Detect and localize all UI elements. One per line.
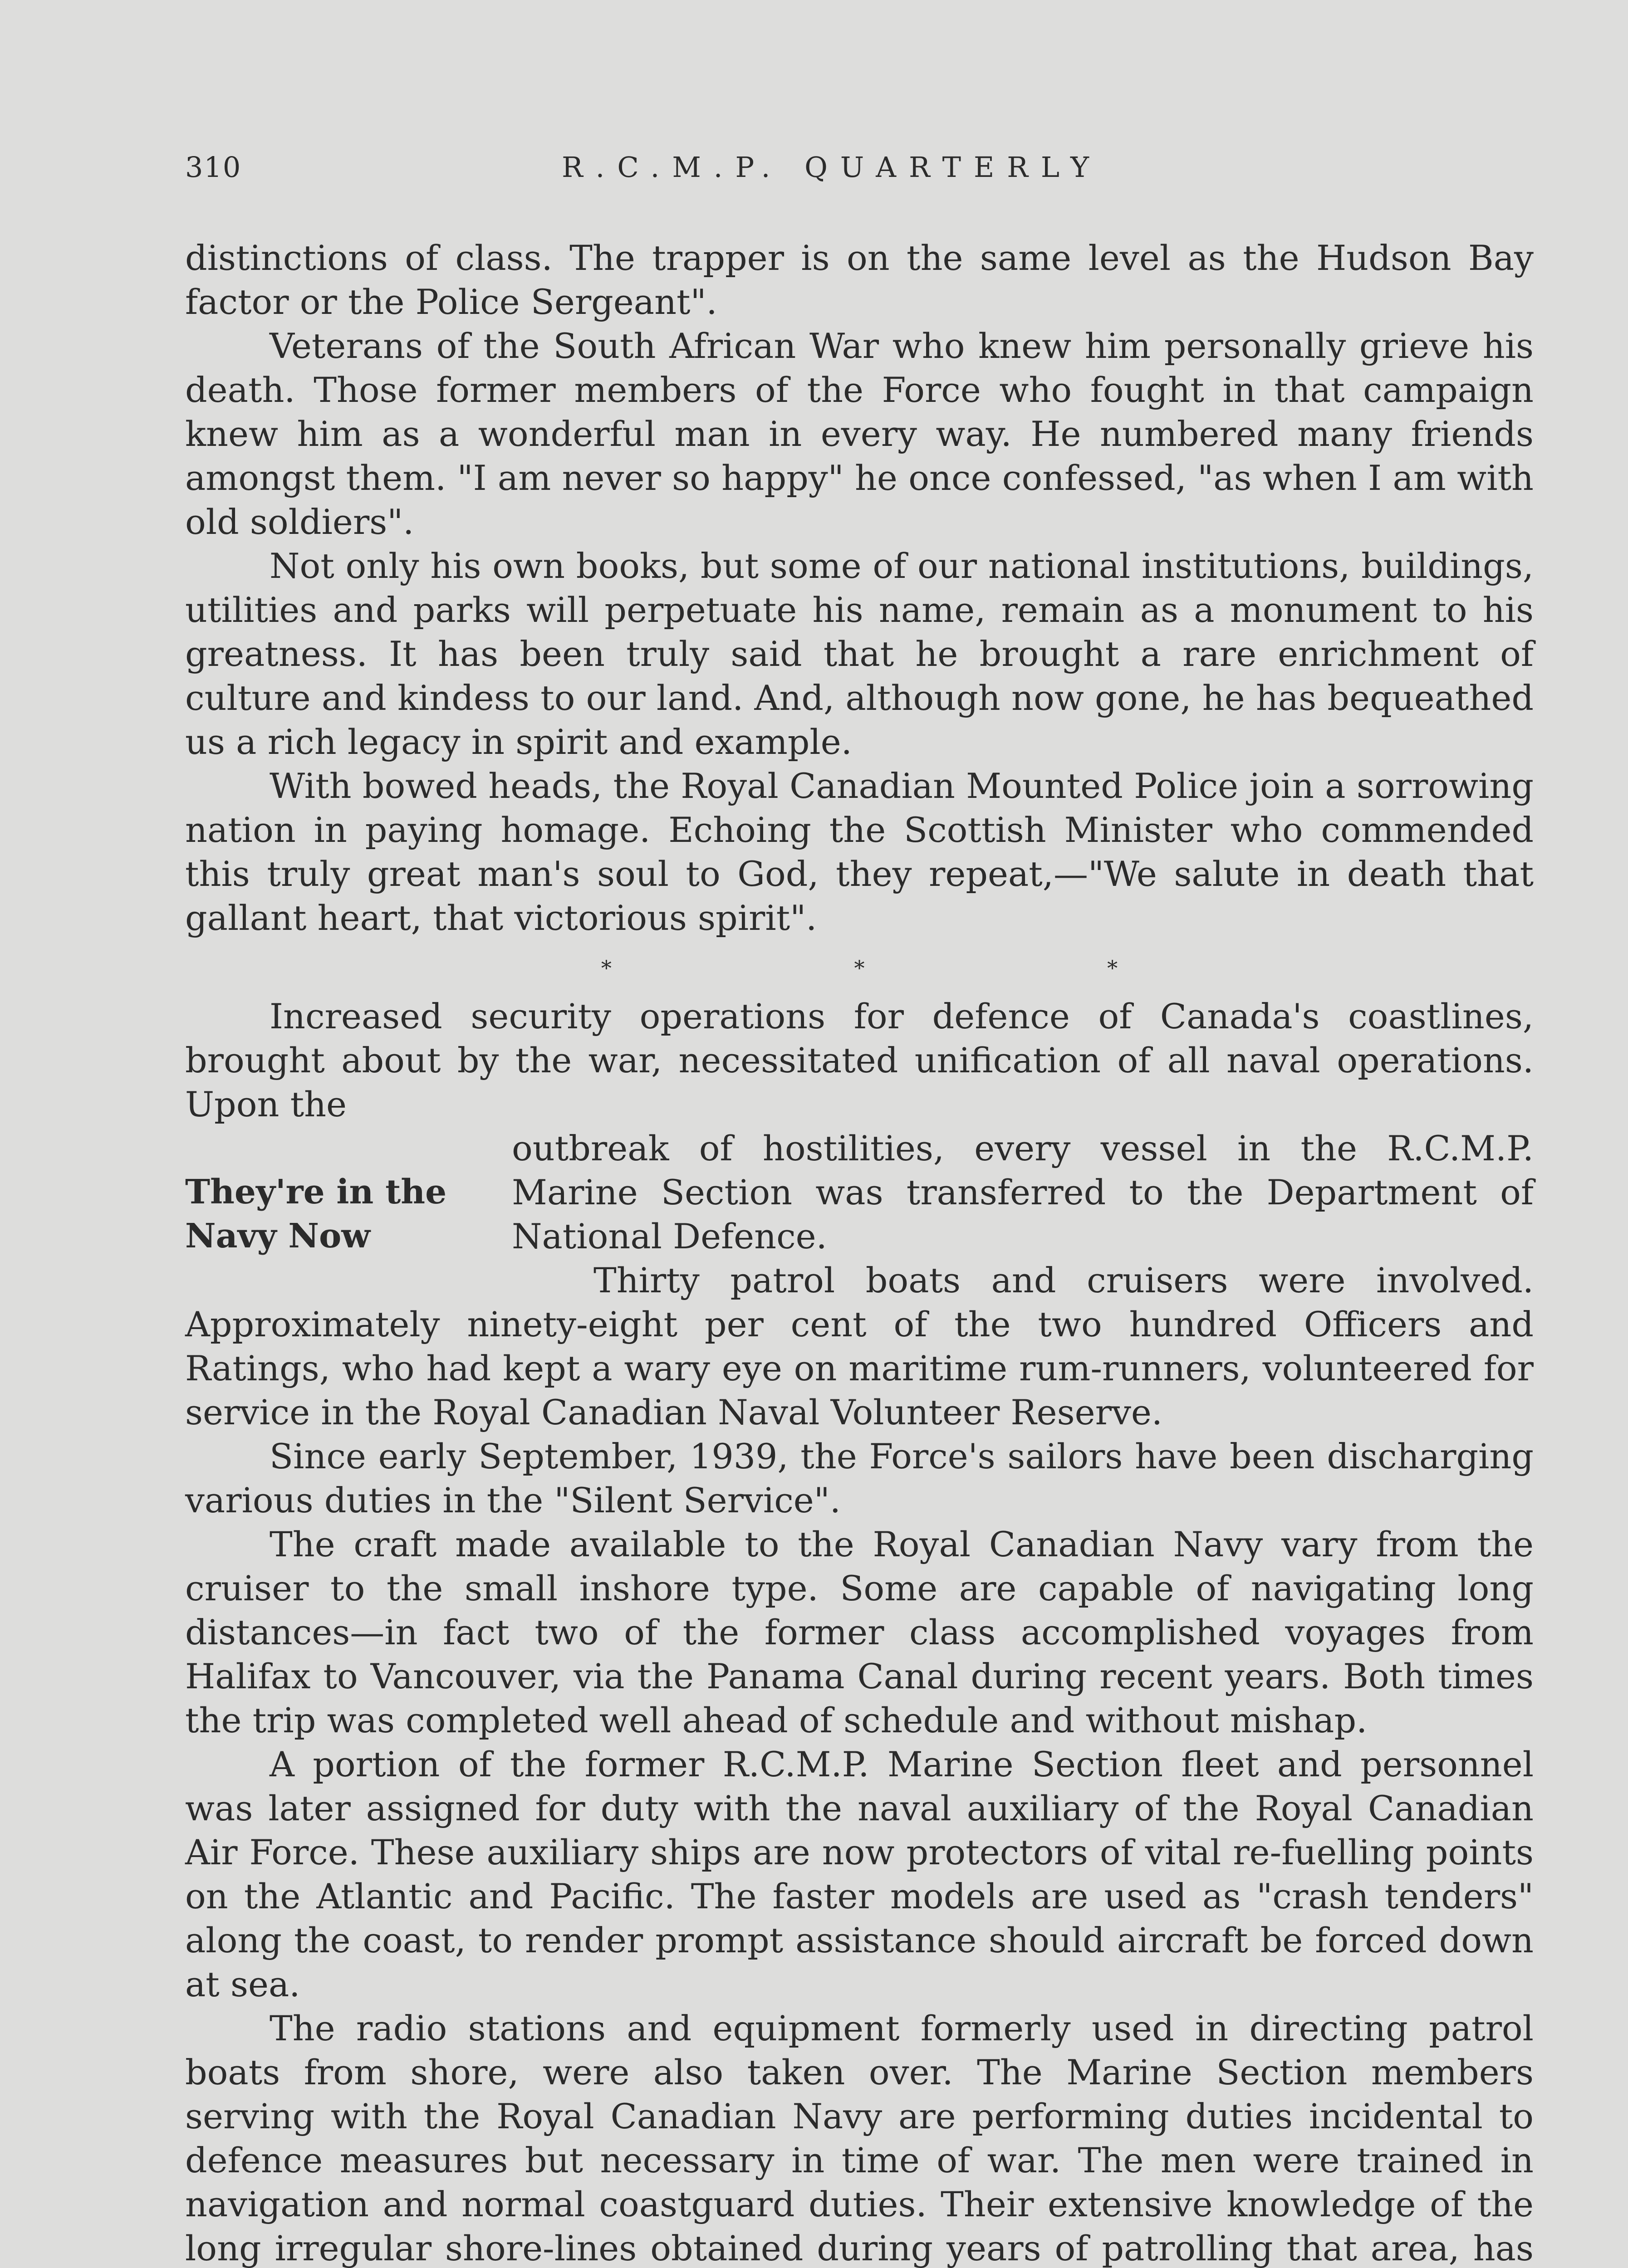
section-separator: * * *: [601, 956, 1236, 980]
paragraph: Thirty patrol boats and cruisers were involved. Approximately ninety-eight per cent of the two hundred Officers and Ratings, who had kept a wary eye on maritime rum-runners, volunteered for service in the Royal Canadian Naval Volunteer Reserve.: [185, 1260, 1534, 1432]
paragraph: A portion of the former R.C.M.P. Marine Section fleet and personnel was later assigned for duty with the naval auxiliary of the Royal Canadian Air Force. These auxiliary ships are now protectors of vital re-fuelling points on the Atlantic and Pacific. The faster models are used as "crash tenders" along the coast, to render prompt assistance should aircraft be forced down at sea.: [185, 1744, 1534, 2004]
running-title: R.C.M.P. QUARTERLY: [562, 151, 1102, 184]
paragraph: Since early September, 1939, the Force's sailors have been discharging various duties in the "Silent Service".: [185, 1436, 1534, 1520]
paragraph: The radio stations and equipment formerly used in directing patrol boats from shore, were also taken over. The Marine Section members serving with the Royal Canadian Navy are performing duties incidental to defence measures but necessary in time of war. The men were trained in navigation and normal coastguard duties. Their extensive knowledge of the long irregular shore-lines obtained during years of patrolling that area, has: [185, 2008, 1534, 2268]
paragraph: With bowed heads, the Royal Canadian Mounted Police join a sorrowing nation in paying homage. Echoing the Scottish Minister who commended this truly great man's soul to God, they repeat,—"We salute in death that gallant heart, that victorious spirit".: [185, 766, 1534, 938]
paragraph: Not only his own books, but some of our national institutions, buildings, utilities and parks will perpetuate his name, remain as a monument to his greatness. It has been truly said that he brought a rare enrichment of culture and kindess to our land. And, although now gone, he has bequeathed us a rich legacy in spirit and example.: [185, 546, 1534, 762]
paragraph: outbreak of hostilities, every vessel in the R.C.M.P. Marine Section was transferred to the Department of National Defence.: [512, 1128, 1534, 1256]
paragraph: Increased security operations for defence of Canada's coastlines, brought about by the war, necessitated unification of all naval operations. Upon the: [185, 996, 1534, 1124]
side-heading-block: [185, 1126, 1534, 1258]
paragraph: distinctions of class. The trapper is on the same level as the Hudson Bay factor or the Police Sergeant".: [185, 238, 1534, 322]
side-heading: They're in the Navy Now: [185, 1173, 447, 1256]
page-number: 310: [185, 151, 242, 184]
article-body: [185, 236, 1534, 2268]
paragraph: The craft made available to the Royal Canadian Navy vary from the cruiser to the small inshore type. Some are capable of navigating long distances—in fact two of the former class accomplished voyages from Halifax to Vancouver, via the Panama Canal during recent years. Both times the trip was completed well ahead of schedule and without mishap.: [185, 1524, 1534, 1740]
page-header: [185, 151, 1546, 191]
paragraph: Veterans of the South African War who knew him personally grieve his death. Those former members of the Force who fought in that campaign knew him as a wonderful man in every way. He numbered many friends amongst them. "I am never so happy" he once confessed, "as when I am with old soldiers".: [185, 326, 1534, 542]
